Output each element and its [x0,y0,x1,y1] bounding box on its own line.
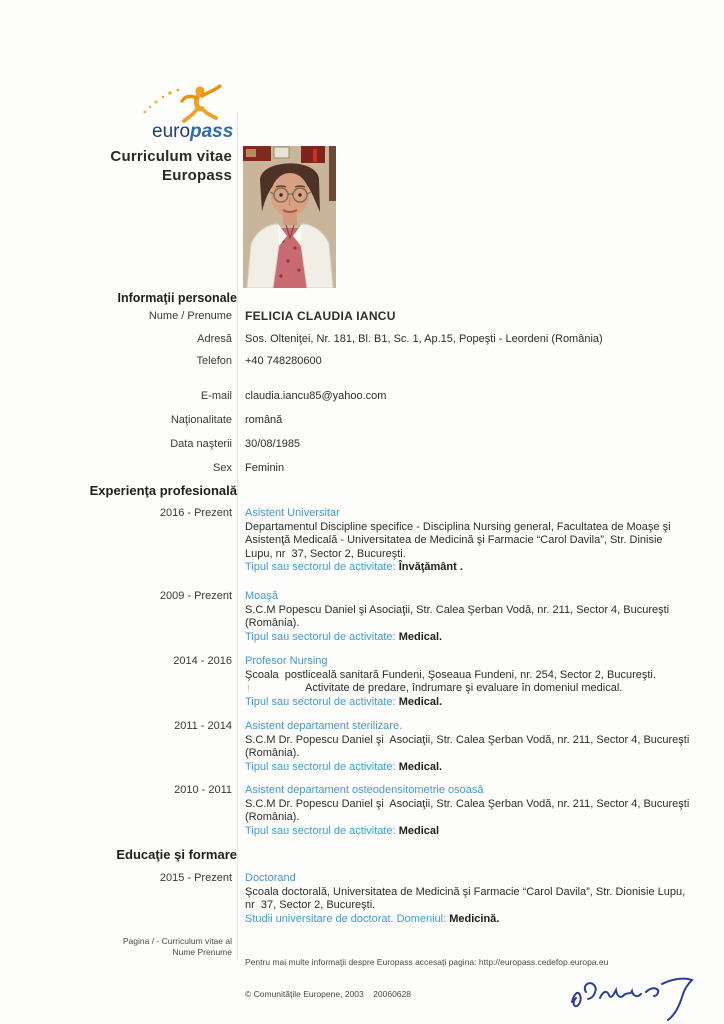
footer-info-line2: © Comunităţile Europene, 2003 20060628 [245,988,411,999]
sector-label: Tipul sau sectorul de activitate: [245,824,396,837]
education-entry [0,872,724,926]
row-phone [0,355,724,369]
education-role: Doctorand [245,872,296,884]
education-details: Şcoala doctorală, Universitatea de Medicină şi Farmacie “Carol Davila”, Str. Dionisie Lupu, nr 37, Sector 2, Bucureşti. [245,885,689,912]
portrait-photo [243,146,336,288]
job-entry [0,507,724,575]
nationality-value: română [245,414,283,426]
sector-label: Tipul sau sectorul de activitate: [245,561,396,574]
email-label: E-mail [200,390,232,402]
sector-label: Tipul sau sectorul de activitate: [245,695,396,708]
job-period: 2010 - 2011 [174,784,232,796]
job-role: Asistent Universitar [245,507,340,519]
job-role: Moaşă [245,590,279,602]
job-sector-line [245,631,690,645]
phone-value: +40 748280600 [245,355,322,367]
job-sector-line [245,561,690,575]
job-sector-line [245,825,690,839]
sector-value: Medical. [398,630,443,643]
job-sector-line [245,761,690,775]
row-nationality [0,414,724,428]
sector-value: Învăţământ . [398,561,463,574]
page-title-line2: Europass [162,167,232,184]
email-value: claudia.iancu85@yahoo.com [245,390,387,402]
row-birthdate [0,438,724,452]
section-personal-info: Informaţii personale [117,291,237,305]
sector-label: Tipul sau sectorul de activitate: [245,760,396,773]
page-title-line1: Curriculum vitae [110,148,232,165]
job-period: 2011 - 2014 [174,720,232,732]
row-email [0,390,724,404]
europass-logo-icon [138,84,246,144]
name-value: FELICIA CLAUDIA IANCU [245,309,396,323]
section-education: Educaţie şi formare [116,847,237,862]
logo-text-pass: pass [190,121,234,142]
sector-label: Tipul sau sectorul de activitate: [245,630,396,643]
job-details: S.C.M Dr. Popescu Daniel şi Asociaţii, Str. Calea Şerban Vodă, nr. 211, Sector 4, Bucureşti (România). [245,733,693,760]
job-extra-line [245,682,690,696]
sector-value: Medical. [398,695,443,708]
job-period: 2014 - 2016 [173,655,232,667]
address-value: Sos. Olteniţei, Nr. 181, Bl. B1, Sc. 1, Ap.15, Popeşti - Leordeni (România) [245,333,603,345]
row-name [0,310,724,324]
job-role: Asistent departament sterilizare. [245,720,403,732]
job-sector-line [245,696,690,710]
row-address [0,333,724,347]
job-details: Departamentul Discipline specifice - Disciplina Nursing general, Facultatea de Moaşe şi Asistenţă Medicală - Universitatea de Medicină şi Farmacie “Carol Davila”, Str. Dinisie Lupu, nr 37, Sector 2, Bucureşti. [245,520,673,560]
birthdate-value: 30/08/1985 [245,438,301,450]
section-experience: Experienţa profesională [89,483,237,498]
name-label: Nume / Prenume [148,310,232,322]
europass-logo [138,84,246,149]
job-details: Şcoala postliceală sanitară Fundeni, Şoseaua Fundeni, nr. 254, Sector 2, Bucureşti. [245,668,656,681]
address-label: Adresă [197,333,232,345]
sector-value: Medical [398,824,440,837]
birthdate-label: Data naşterii [170,438,232,450]
job-details: S.C.M Dr. Popescu Daniel şi Asociaţii, Str. Calea Şerban Vodă, nr. 211, Sector 4, Bucureşti (România). [245,797,693,824]
footer-info-line1: Pentru mai multe informaţii despre Europass accesaţi pagina: http://europass.cedefop.europa.eu [245,957,609,967]
job-entry [0,720,724,774]
footer-page-line2: Nume Prenume [172,946,232,957]
sex-label: Sex [213,462,232,474]
job-role: Profesor Nursing [245,655,328,667]
handwritten-signature [558,962,718,1024]
logo-text-euro: euro [152,121,191,142]
sex-value: Feminin [245,462,285,474]
phone-label: Telefon [196,355,232,367]
job-period: 2016 - Prezent [159,507,232,519]
page-title [0,147,232,185]
job-entry [0,655,724,709]
footer-page-label [0,936,232,957]
job-entry [0,784,724,838]
scan-artifact: ! [247,684,250,696]
job-period: 2009 - Prezent [159,590,232,602]
job-role: Asistent departament osteodensitometrie osoasă [245,784,484,796]
sector-value: Medicină. [449,912,500,925]
education-period: 2015 - Prezent [159,872,232,884]
sector-value: Medical. [398,760,443,773]
footer-page-line1: Pagina / - Curriculum vitae al [122,936,232,946]
job-details: S.C.M Popescu Daniel şi Asociaţii, Str. Calea Şerban Vodă, nr. 211, Sector 4, Bucureşti (România). [245,603,673,630]
nationality-label: Naţionalitate [170,414,232,426]
sector-label: Studii universitare de doctorat. Domeniul: [245,912,447,925]
job-extra-text: Activitate de predare, îndrumare şi evaluare în domeniul medical. [305,682,623,695]
job-entry [0,590,724,644]
signature-icon [558,962,718,1024]
education-sector-line [245,913,690,927]
row-sex [0,462,724,476]
